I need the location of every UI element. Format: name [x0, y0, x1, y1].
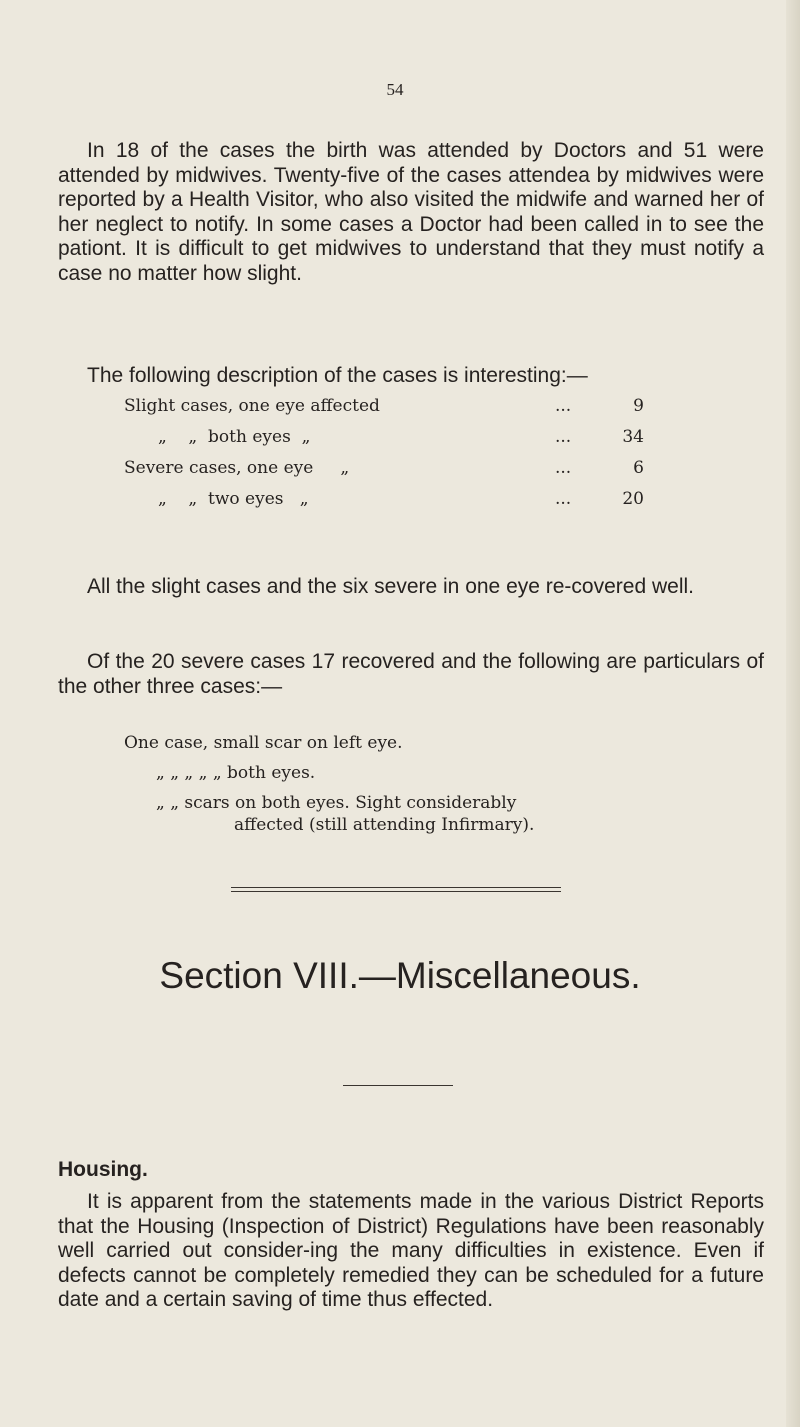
housing-paragraph: It is apparent from the statements made in the various District Reports that the Housing (Inspection of District) Regulations have been reasonably well carried out consider-ing the many difficulties in existence. Even if defects cannot be completely remedied they can be scheduled for a future date and a certain saving of time thus effected. [58, 1190, 764, 1311]
list-item: One case, small scar on left eye. [124, 733, 403, 753]
row-label: „ „ both eyes „ [158, 427, 311, 447]
list-item: „ „ scars on both eyes. Sight considerably [156, 793, 517, 813]
row-value: 20 [622, 489, 644, 509]
section-divider [231, 891, 561, 892]
row-leader: ... [555, 458, 572, 478]
row-label: Severe cases, one eye „ [124, 458, 350, 478]
row-value: 6 [633, 458, 644, 478]
section-title: Section VIII.—Miscellaneous. [159, 955, 641, 996]
row-value: 9 [633, 396, 644, 416]
list-item: affected (still attending Infirmary). [234, 815, 535, 835]
section-divider [231, 887, 561, 888]
case-table-row [124, 489, 644, 520]
lead-in-paragraph: The following description of the cases is interesting:— [87, 364, 588, 387]
intro-paragraph: In 18 of the cases the birth was attended by Doctors and 51 were attended by midwives. Twenty-five of the cases attendea by midwives were reported by a Health Visitor, who also visited the midwife and warned her of her neglect to notify. In some cases a Doctor had been called in to see the pationt. It is difficult to get midwives to understand that they must notify a case no matter how slight. [58, 139, 764, 285]
row-leader: ... [555, 489, 572, 509]
case-table-row [124, 458, 644, 489]
page-edge-shadow [786, 0, 800, 1427]
housing-heading: Housing. [58, 1158, 148, 1181]
particulars-list [124, 732, 664, 844]
row-leader: ... [555, 427, 572, 447]
row-value: 34 [622, 427, 644, 447]
recovery-paragraph: All the slight cases and the six severe in one eye re-covered well. [87, 575, 694, 598]
case-table-row [124, 427, 644, 458]
case-table [124, 396, 644, 520]
short-divider [343, 1085, 453, 1086]
list-item: „ „ „ „ „ both eyes. [156, 763, 316, 783]
case-table-row [124, 396, 644, 427]
row-label: Slight cases, one eye affected [124, 396, 380, 416]
row-leader: ... [555, 396, 572, 416]
severe-cases-paragraph: Of the 20 severe cases 17 recovered and the following are particulars of the other three cases:— [58, 650, 764, 698]
page-number: 54 [386, 80, 404, 99]
row-label: „ „ two eyes „ [158, 489, 309, 509]
